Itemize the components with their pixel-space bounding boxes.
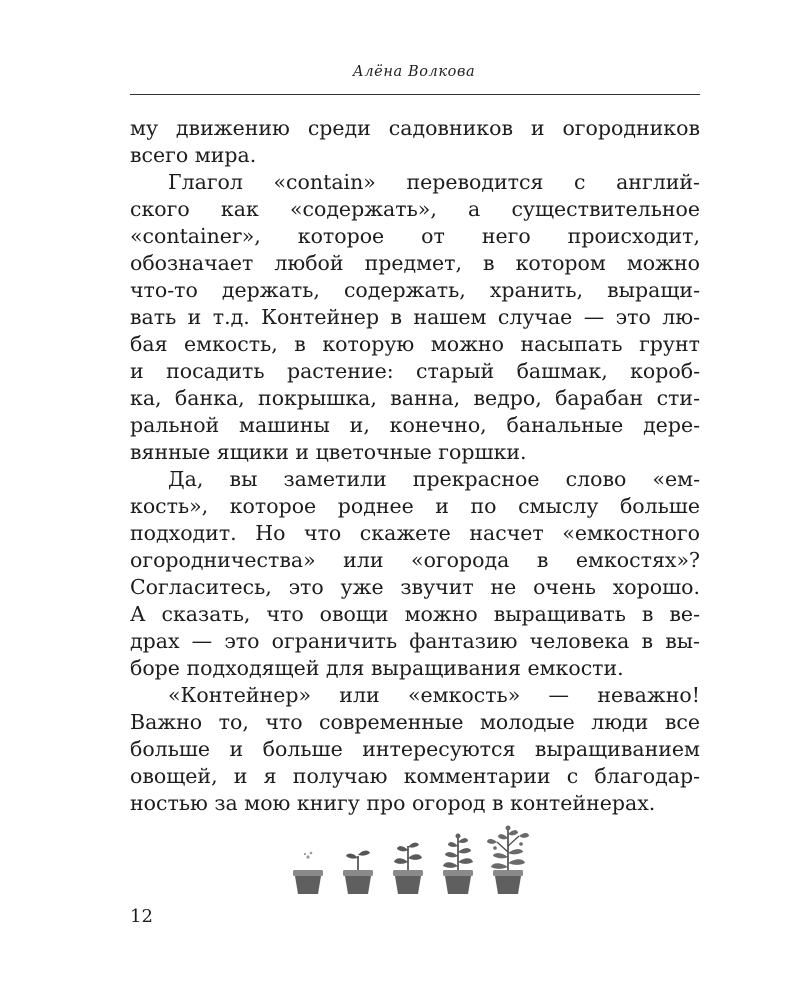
text-line: «Контейнер» или «емкость» — неважно! (168, 683, 700, 707)
text-line: кость», которое роднее и по смыслу больше (130, 494, 700, 518)
text-line: ского как «содержать», а существительное (130, 197, 700, 221)
header-rule (130, 94, 700, 95)
text-line: всего мира. (130, 143, 257, 167)
page-body-text (130, 115, 700, 817)
pot-1-seed-icon (293, 852, 323, 894)
pot-5-full-plant-icon (487, 826, 529, 895)
text-line: му движению среди садовников и огородников (130, 116, 700, 140)
text-line: вянные ящики и цветочные горшки. (130, 440, 527, 464)
running-head-author: Алёна Волкова (352, 64, 476, 80)
text-line: овощей, и я получаю комментарии с благодар- (130, 764, 700, 788)
pot-2-sprout-icon (343, 851, 373, 894)
text-line: боре подходящей для выращивания емкости. (130, 656, 624, 680)
text-line: ка, банка, покрышка, ванна, ведро, барабан сти- (130, 386, 700, 410)
text-line: огородничества» или «огорода в емкостях»? (130, 548, 700, 572)
text-line: Глагол «contain» переводится с англий- (168, 170, 700, 194)
text-line: подходит. Но что скажете насчет «емкостного (130, 521, 700, 545)
text-line: вать и т.д. Контейнер в нашем случае — это лю- (130, 305, 700, 329)
text-line: ральной машины и, конечно, банальные дере- (130, 413, 700, 437)
text-line: обозначает любой предмет, в котором можно (130, 251, 700, 275)
pot-4-bushy-plant-icon (443, 834, 473, 895)
text-line: что-то держать, содержать, хранить, выращи- (130, 278, 700, 302)
pot-3-small-plant-icon (393, 843, 423, 894)
growing-seedlings-in-pots-icon (283, 822, 533, 897)
page-number: 12 (130, 906, 153, 927)
text-line: больше и больше интересуются выращиванием (130, 737, 700, 761)
text-line: А сказать, что овощи можно выращивать в ве- (130, 602, 700, 626)
text-line: Важно то, что современные молодые люди все (130, 710, 700, 734)
text-line: Да, вы заметили прекрасное слово «ем- (168, 467, 700, 491)
text-line: бая емкость, в которую можно насыпать грунт (130, 332, 700, 356)
text-line: Согласитесь, это уже звучит не очень хорошо. (130, 575, 700, 599)
text-line: драх — это ограничить фантазию человека в вы- (130, 629, 700, 653)
text-line: «container», которое от него происходит, (130, 224, 700, 248)
text-line: и посадить растение: старый башмак, короб- (130, 359, 700, 383)
text-line: ностью за мою книгу про огород в контейнерах. (130, 791, 656, 815)
